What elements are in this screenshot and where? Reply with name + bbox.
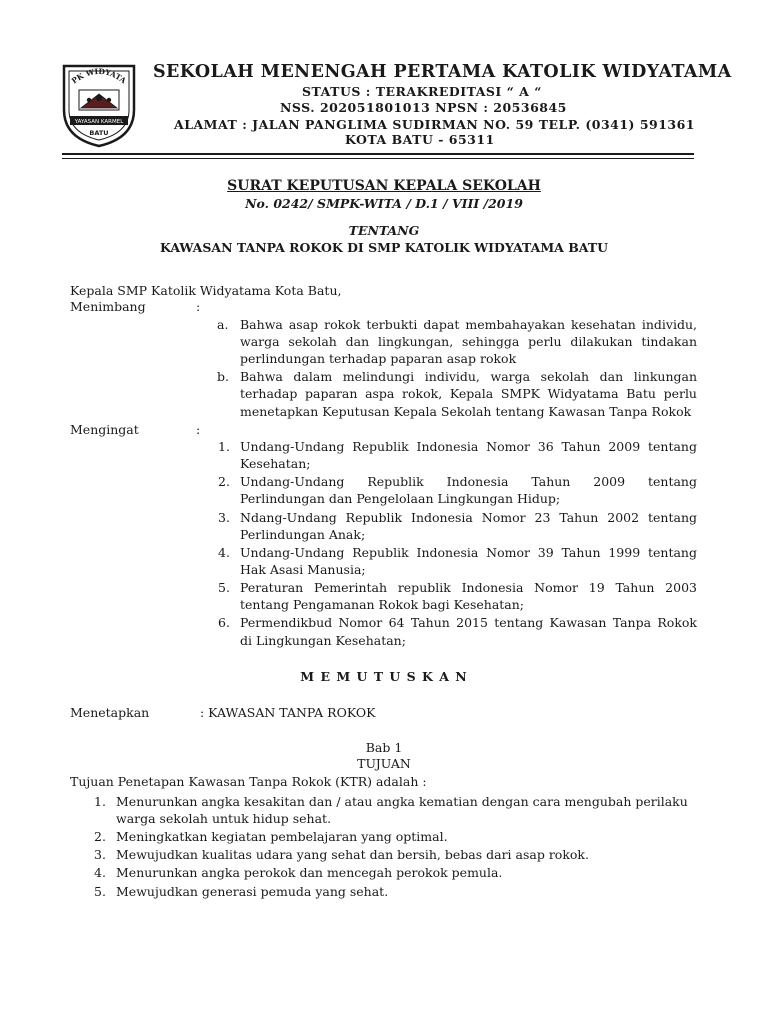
mengingat-colon: :: [196, 422, 201, 437]
list-item-line: Perlindungan dan Pengelolaan Lingkungan Hidup;: [240, 491, 561, 506]
intro-line: Kepala SMP Katolik Widyatama Kota Batu,: [70, 283, 342, 298]
list-item-line: Mewujudkan kualitas udara yang sehat dan bersih, bebas dari asap rokok.: [116, 847, 589, 862]
list-marker: 5.: [218, 580, 230, 595]
list-item-line: Undang-Undang Republik Indonesia Tahun 2009 tentang: [240, 474, 697, 489]
menimbang-colon: :: [196, 299, 201, 314]
school-logo: [60, 60, 138, 148]
list-marker: 2.: [218, 474, 230, 489]
list-marker: 6.: [218, 615, 230, 630]
list-item-line: warga sekolah untuk hidup sehat.: [116, 811, 332, 826]
decree-number: No. 0242/ SMPK-WITA / D.1 / VIII /2019: [245, 196, 523, 211]
list-marker: 4.: [218, 545, 230, 560]
list-item-line: Menurunkan angka kesakitan dan / atau angka kematian dengan cara mengubah perilaku: [116, 794, 688, 809]
letterhead-rule-thin: [62, 158, 694, 159]
list-item-line: Kesehatan;: [240, 456, 311, 471]
list-item-line: warga sekolah dan lingkungan, sehingga perlu dilakukan tindakan: [240, 334, 697, 349]
chapter-title: TUJUAN: [357, 756, 411, 771]
list-item-line: menetapkan Keputusan Kepala Sekolah tentang Kawasan Tanpa Rokok: [240, 404, 692, 419]
list-item-line: tentang Pengamanan Rokok bagi Kesehatan;: [240, 597, 525, 612]
logo-text-band: YAYASAN KARMEL: [74, 119, 124, 125]
memutuskan-heading: M E M U T U S K A N: [300, 669, 468, 684]
list-item-line: Menurunkan angka perokok dan mencegah perokok pemula.: [116, 865, 503, 880]
accreditation-status: STATUS : TERAKREDITASI “ A “: [302, 84, 542, 99]
list-item-line: terhadap paparan aspa rokok, Kepala SMPK Widyatama Batu perlu: [240, 386, 697, 401]
list-item-line: Perlindungan Anak;: [240, 527, 366, 542]
school-city: KOTA BATU - 65311: [345, 132, 495, 147]
list-marker: 4.: [94, 865, 106, 880]
nss-npsn: NSS. 202051801013 NPSN : 20536845: [280, 100, 567, 115]
decree-title: SURAT KEPUTUSAN KEPALA SEKOLAH: [227, 178, 541, 194]
list-item-line: Undang-Undang Republik Indonesia Nomor 36 Tahun 2009 tentang: [240, 439, 697, 454]
list-marker: b.: [217, 369, 229, 384]
letterhead-rule-thick: [62, 153, 694, 155]
list-item-line: Permendikbud Nomor 64 Tahun 2015 tentang Kawasan Tanpa Rokok: [240, 615, 697, 630]
list-marker: 5.: [94, 884, 106, 899]
list-item-line: Bahwa dalam melindungi individu, warga sekolah dan linkungan: [240, 369, 697, 384]
tentang-label: TENTANG: [348, 223, 420, 238]
tujuan-intro: Tujuan Penetapan Kawasan Tanpa Rokok (KTR) adalah :: [70, 774, 427, 789]
list-item-line: Peraturan Pemerintah republik Indonesia Nomor 19 Tahun 2003: [240, 580, 697, 595]
list-marker: a.: [217, 317, 229, 332]
list-item-line: Mewujudkan generasi pemuda yang sehat.: [116, 884, 389, 899]
logo-text-bottom: BATU: [89, 129, 109, 137]
list-marker: 3.: [218, 510, 230, 525]
list-item-line: Bahwa asap rokok terbukti dapat membahayakan kesehatan individu,: [240, 317, 697, 332]
list-item-line: di Lingkungan Kesehatan;: [240, 633, 406, 648]
menimbang-label: Menimbang: [70, 299, 146, 314]
chapter-number: Bab 1: [365, 740, 403, 755]
list-marker: 3.: [94, 847, 106, 862]
list-item-line: Ndang-Undang Republik Indonesia Nomor 23 Tahun 2002 tentang: [240, 510, 697, 525]
menetapkan-value: : KAWASAN TANPA ROKOK: [200, 705, 376, 720]
list-item-line: Hak Asasi Manusia;: [240, 562, 366, 577]
list-marker: 1.: [94, 794, 106, 809]
list-marker: 1.: [218, 439, 230, 454]
school-crest-icon: [60, 60, 138, 148]
list-item-line: Meningkatkan kegiatan pembelajaran yang optimal.: [116, 829, 448, 844]
logo-text-top: PK WIDYATA: [69, 66, 128, 86]
list-item-line: perlindungan terhadap paparan asap rokok: [240, 351, 517, 366]
menetapkan-label: Menetapkan: [70, 705, 150, 720]
school-address: ALAMAT : JALAN PANGLIMA SUDIRMAN NO. 59 TELP. (0341) 591361: [174, 117, 696, 132]
mengingat-label: Mengingat: [70, 422, 139, 437]
school-name: SEKOLAH MENENGAH PERTAMA KATOLIK WIDYATAMA: [153, 62, 732, 82]
list-marker: 2.: [94, 829, 106, 844]
decree-subject: KAWASAN TANPA ROKOK DI SMP KATOLIK WIDYATAMA BATU: [160, 240, 608, 255]
list-item-line: Undang-Undang Republik Indonesia Nomor 39 Tahun 1999 tentang: [240, 545, 697, 560]
